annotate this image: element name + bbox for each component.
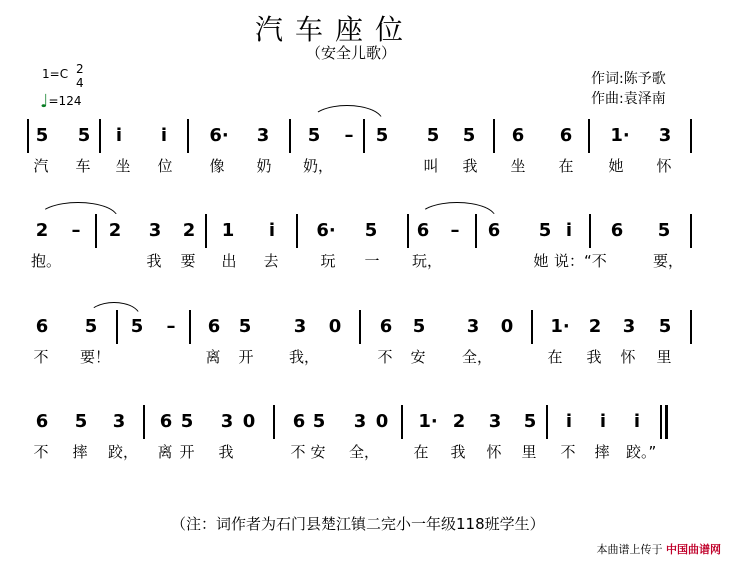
note: 1·	[418, 411, 438, 432]
lyric: 去	[263, 252, 279, 270]
lyric: 不	[560, 443, 576, 461]
note: 5	[74, 411, 88, 432]
note: 5	[180, 411, 194, 432]
note: 6	[610, 220, 624, 241]
score-row-3	[0, 316, 733, 376]
barline	[588, 119, 590, 153]
note: 5	[412, 316, 426, 337]
barline	[99, 119, 101, 153]
barline	[27, 119, 29, 153]
lyric: 要，	[653, 252, 684, 270]
note: 6	[379, 316, 393, 337]
footer-text: 本曲谱上传于	[596, 543, 663, 556]
slur	[38, 202, 118, 218]
note: 5	[658, 316, 672, 337]
lyric: 在	[547, 348, 563, 366]
barline	[273, 405, 275, 439]
lyric: 摔	[594, 443, 610, 461]
note: 5	[84, 316, 98, 337]
note: –	[71, 220, 81, 241]
lyric: 我	[450, 443, 466, 461]
lyric: 叫	[423, 157, 439, 175]
note: 3	[256, 125, 270, 146]
final-barline	[665, 405, 668, 439]
note: 5	[657, 220, 671, 241]
barline	[660, 405, 662, 439]
score-row-1	[0, 125, 733, 185]
lyric: 说：“不	[554, 252, 607, 270]
lyric: 开	[179, 443, 195, 461]
barline	[296, 214, 298, 248]
note: 5	[426, 125, 440, 146]
barline	[143, 405, 145, 439]
score-row-2	[0, 220, 733, 280]
lyric: 抱。	[31, 252, 62, 270]
lyric: 跤。”	[626, 443, 657, 461]
key-signature: 1=C	[42, 67, 69, 81]
barline	[401, 405, 403, 439]
note: 3	[658, 125, 672, 146]
quarter-note-icon: ♩	[40, 91, 49, 112]
barline	[95, 214, 97, 248]
note: 1·	[610, 125, 630, 146]
note: 5	[364, 220, 378, 241]
note: 0	[375, 411, 389, 432]
composer-credit: 作曲:袁泽南	[591, 91, 666, 107]
lyric: 玩	[320, 252, 336, 270]
lyric: 我	[586, 348, 602, 366]
note: i	[633, 411, 641, 432]
lyric: 我	[462, 157, 478, 175]
note: 6	[559, 125, 573, 146]
note: 5	[130, 316, 144, 337]
tempo-marking: ♩=124	[40, 91, 82, 112]
note: 2	[588, 316, 602, 337]
note: 5	[312, 411, 326, 432]
slur	[311, 105, 383, 121]
lyric: 怀	[486, 443, 502, 461]
time-signature: 2 4	[76, 62, 84, 90]
lyric: 要	[180, 252, 196, 270]
note: 5	[238, 316, 252, 337]
note: 6	[511, 125, 525, 146]
note: 6	[35, 411, 49, 432]
slur	[88, 302, 140, 316]
lyric: 汽	[33, 157, 49, 175]
note: 6	[416, 220, 430, 241]
note: 5	[35, 125, 49, 146]
lyric: 安	[310, 443, 326, 461]
lyric: 在	[413, 443, 429, 461]
site-footer	[597, 541, 722, 557]
note: i	[565, 411, 573, 432]
barline	[189, 310, 191, 344]
lyric: 不	[377, 348, 393, 366]
note: 5	[307, 125, 321, 146]
barline	[690, 119, 692, 153]
note: 3	[293, 316, 307, 337]
footnote: （注：词作者为石门县楚江镇二完小一年级118班学生）	[171, 515, 545, 533]
note: 5	[523, 411, 537, 432]
barline	[690, 310, 692, 344]
song-subtitle: （安全儿歌）	[306, 44, 397, 62]
lyric: 她	[533, 252, 549, 270]
note: –	[450, 220, 460, 241]
note: 6	[207, 316, 221, 337]
note: 5	[77, 125, 91, 146]
lyric: 她	[608, 157, 624, 175]
lyric: 出	[221, 252, 237, 270]
barline	[359, 310, 361, 344]
barline	[187, 119, 189, 153]
lyric: 坐	[115, 157, 131, 175]
barline	[531, 310, 533, 344]
note: i	[268, 220, 276, 241]
barline	[475, 214, 477, 248]
note: 3	[112, 411, 126, 432]
lyric: 摔	[72, 443, 88, 461]
note: –	[344, 125, 354, 146]
note: 0	[500, 316, 514, 337]
lyric: 要！	[80, 348, 111, 366]
note: i	[115, 125, 123, 146]
note: 5	[462, 125, 476, 146]
lyric: 里	[656, 348, 672, 366]
note: 1·	[550, 316, 570, 337]
note: i	[160, 125, 168, 146]
lyric: 位	[157, 157, 173, 175]
note: 6	[487, 220, 501, 241]
note: –	[166, 316, 176, 337]
lyric: 不	[33, 348, 49, 366]
lyric: 开	[238, 348, 254, 366]
song-title: 汽车座位	[255, 13, 416, 46]
barline	[407, 214, 409, 248]
barline	[289, 119, 291, 153]
lyric: 不	[290, 443, 306, 461]
note: 3	[220, 411, 234, 432]
lyric: 怀	[620, 348, 636, 366]
lyric: 怀	[656, 157, 672, 175]
lyric: 全，	[462, 348, 493, 366]
note: 2	[452, 411, 466, 432]
lyric: 跤，	[108, 443, 139, 461]
barline	[493, 119, 495, 153]
barline	[546, 405, 548, 439]
lyric: 奶，	[303, 157, 334, 175]
lyric: 像	[209, 157, 225, 175]
lyric: 坐	[510, 157, 526, 175]
note: 3	[622, 316, 636, 337]
lyric: 在	[558, 157, 574, 175]
lyric: 玩，	[412, 252, 443, 270]
note: 6	[35, 316, 49, 337]
lyric: 我	[146, 252, 162, 270]
lyric: 一	[364, 252, 380, 270]
note: 0	[242, 411, 256, 432]
lyric: 全，	[349, 443, 380, 461]
note: 3	[488, 411, 502, 432]
note: 5	[538, 220, 552, 241]
note: 3	[466, 316, 480, 337]
note: 6	[292, 411, 306, 432]
note: i	[565, 220, 573, 241]
note: 1	[221, 220, 235, 241]
note: 6	[159, 411, 173, 432]
lyric: 车	[75, 157, 91, 175]
note: i	[599, 411, 607, 432]
lyric: 离	[205, 348, 221, 366]
note: 3	[148, 220, 162, 241]
note: 2	[35, 220, 49, 241]
lyric: 我	[218, 443, 234, 461]
barline	[363, 119, 365, 153]
note: 0	[328, 316, 342, 337]
note: 2	[108, 220, 122, 241]
note: 2	[182, 220, 196, 241]
barline	[205, 214, 207, 248]
lyric: 安	[410, 348, 426, 366]
lyric: 不	[33, 443, 49, 461]
barline	[690, 214, 692, 248]
site-logo[interactable]: 中国曲谱网	[666, 543, 721, 556]
lyric: 离	[157, 443, 173, 461]
barline	[589, 214, 591, 248]
lyric: 我，	[289, 348, 320, 366]
note: 5	[375, 125, 389, 146]
note: 6·	[209, 125, 229, 146]
lyric: 里	[521, 443, 537, 461]
slur	[418, 202, 496, 218]
score-row-4	[0, 411, 733, 471]
note: 6·	[316, 220, 336, 241]
lyric: 奶	[256, 157, 272, 175]
lyricist-credit: 作词:陈予歌	[591, 71, 666, 87]
note: 3	[353, 411, 367, 432]
